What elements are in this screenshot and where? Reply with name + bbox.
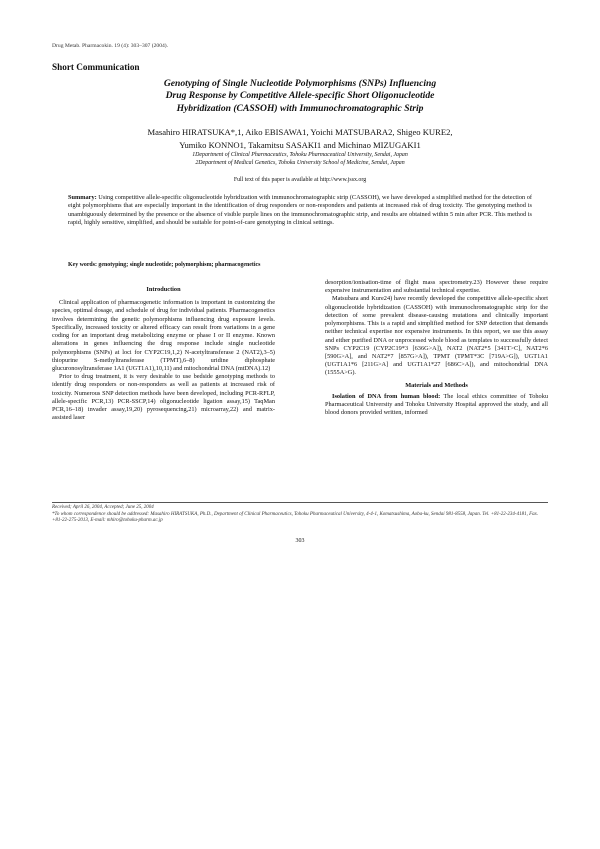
footnotes [52,505,548,525]
correspondence-note: *To whom correspondence should be addressed: Masahiro HIRATSUKA, Ph.D., Department of Clinical Pharmaceutics, Tohoku Pharmaceutical University, 4-4-1, Komatsushima, Aoba-ku, Sendai 981-8558, Japan. Tel. +81-22-234-4181, Fax. +81-22-275-2013, E-mail: mhiro@tohoku-pharm.ac.jp [52,511,539,524]
affiliation: 1Department of Clinical Pharmaceutics, Tohoku Pharmaceutical University, Sendai, Japan [192,152,408,158]
section-label: Short Communication [52,62,140,72]
article-title [60,78,540,115]
affiliations [60,151,540,168]
right-column [325,279,548,418]
body-paragraph: Matsubara and Kure24) have recently developed the competitive allele-specific short oligonucleotide hybridization (CASSOH) with immunochromatographic strip for the detection of some prevalent disease-causing mutations and clinically important polymorphisms. This is a rapid and simplified method for SNP detection that demands neither technical expertise nor expensive instruments. In this report, we use this assay and either purified DNA or unprocessed whole blood as templates to successfully detect SNPs CYP2C19 (CYP2C19*3 [636G>A]), NAT2 (NAT2*5 [341T>C], NAT2*6 [590G>A], and NAT2*7 [857G>A]), TPMT (TPMT*3C [719A>G]), UGT1A1 (UGT1A1*6 [211G>A] and UGT1A1*27 [686C>A]), and mitochondrial DNA (1555A>G). [325,295,548,377]
title-line: Hybridization (CASSOH) with Immunochromatographic Strip [176,102,424,114]
body-paragraph: desorption/ionisation-time of flight mass spectrometry.23) However these require expensive instrumentation and substantial technical expertise. [325,279,548,295]
methods-text: The local ethics committee of Tohoku Pharmaceutical University and Tohoku University Hospital approved the study, and all blood donors provided written, informed [325,392,548,417]
methods-heading: Materials and Methods [405,381,468,389]
abstract [68,194,532,227]
page-number: 303 [295,538,305,544]
fulltext-note: Full text of this paper is available at http://www.jssx.org [233,177,367,183]
abstract-text: Using competitive allele-specific oligonucleotide hybridization with immunochromatographic strip (CASSOH), we have developed a simplified method for the detection of eight polymorphisms that are especially important in the identification of drug responders or non-responders and patients at increased risk of drug toxicity. The genotyping method is unambiguously determined by the presence or the absence of visible purple lines on the immunochromatographic strip, and results are obtained within 5 min after PCR. This method is rapid, highly sensitive, simplified, and should be suitable for point-of-care genotyping in clinical settings. [68,194,533,226]
methods-run-heading: Isolation of DNA from human blood: [332,392,441,400]
title-line: Drug Response by Competitive Allele-specific Short Oligonucleotide [165,90,435,102]
title-line: Genotyping of Single Nucleotide Polymorphisms (SNPs) Influencing [163,78,437,89]
left-column [52,286,275,423]
footer-rule [52,502,548,503]
intro-paragraph: Clinical application of pharmacogenetic information is important in customizing the species, optimal dosage, and schedule of drug for individual patients. Pharmacogenetics involves determining the genetic polymorphisms influencing drug exposure levels. Specifically, increased toxicity or altered efficacy can result from variations in a gene coding for an important drug metabolizing enzyme or phase I or II enzyme. Known alterations in genes influencing the drug response include single nucleotide polymorphisms (SNPs) at loci for CYP2C19,1,2) N-acetyltransferase 2 (NAT2),3–5) thiopurine S-methyltransferase (TPMT),6–8) uridine diphosphate glucuronosyltransferase 1A1 (UGT1A1),10,11) and mitochondrial DNA (mtDNA).12) [52,299,275,372]
received-date: Received; April 26, 2004, Accepted; June 25, 2004 [52,505,154,510]
intro-paragraph: Prior to drug treatment, it is very desirable to use bedside genotyping methods to identify drug responders or non-responders as well as patients at increased risk of toxicity. Numerous SNP detection methods have been developed, including PCR-RFLP, allele-specific PCR,13) PCR-SSCP,14) oligonucleotide ligation assay,15) TaqMan PCR,16–18) invader assay,19,20) pyrosequencing,21) microarray,22) and matrix-assisted laser [52,373,275,422]
journal-citation: Drug Metab. Pharmacokin. 19 (4): 303–307 (2004). [52,43,169,49]
affiliation: 2Department of Medical Genetics, Tohoku University School of Medicine, Sendai, Japan [195,160,405,167]
authors-line: Yumiko KONNO1, Takamitsu SASAKI1 and Michinao MIZUGAKI1 [179,140,421,150]
intro-heading: Introduction [146,286,181,293]
authors-line: Masahiro HIRATSUKA*,1, Aiko EBISAWA1, Yoichi MATSUBARA2, Shigeo KURE2, [147,127,453,137]
keywords: Key words: genotyping; single nucleotide; polymorphism; pharmacogenetics [68,262,261,268]
methods-paragraph [325,393,548,418]
author-list [60,126,540,152]
abstract-label: Summary: [68,194,97,201]
